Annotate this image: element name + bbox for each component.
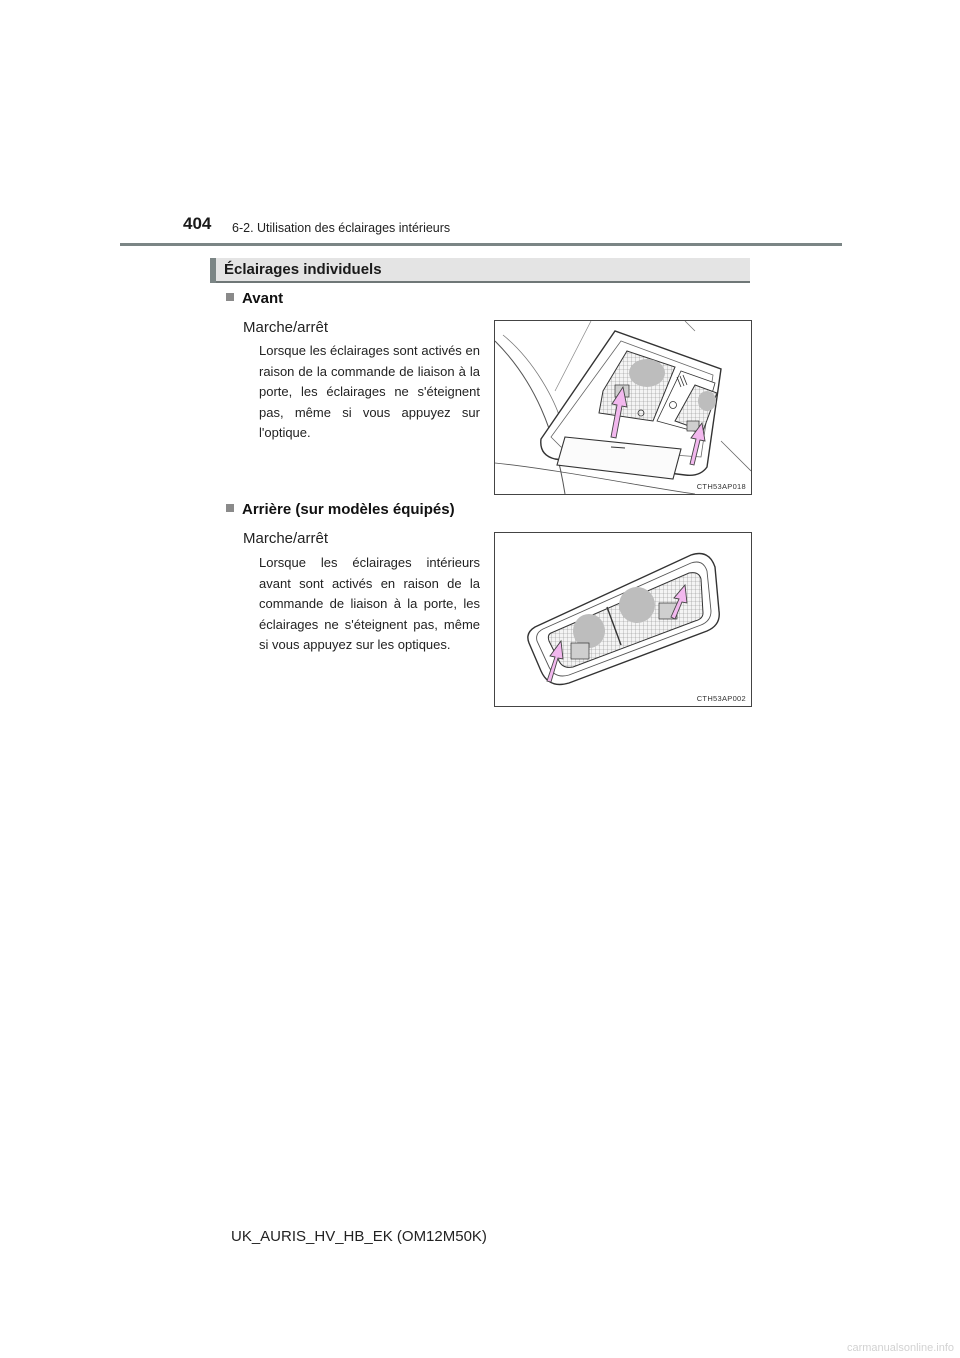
front-heading <box>226 290 283 307</box>
section-accent <box>210 258 216 283</box>
front-action-label: Marche/arrêt <box>243 319 329 336</box>
rear-action-label: Marche/arrêt <box>243 530 329 547</box>
rear-heading <box>226 501 455 518</box>
front-lamp-figure <box>494 320 752 495</box>
front-description: Lorsque les éclairages sont activés en raison de la commande de liaison à la porte, les éclairages ne s'éteignent pas, même si vous appuyez sur l'optique. <box>259 343 480 440</box>
front-figure-code: CTH53AP018 <box>696 482 746 491</box>
rear-figure-code: CTH53AP002 <box>696 694 746 703</box>
watermark: carmanualsonline.info <box>846 1342 954 1354</box>
section-title-bar <box>210 258 750 283</box>
footer-model-code: UK_AURIS_HV_HB_EK (OM12M50K) <box>231 1228 487 1245</box>
breadcrumb: 6-2. Utilisation des éclairages intérieurs <box>232 221 451 235</box>
page-number: 404 <box>183 214 212 233</box>
square-bullet-icon <box>226 293 234 301</box>
rear-lamp-illustration <box>495 533 751 706</box>
header-rule <box>120 243 842 246</box>
front-lamp-illustration <box>495 321 751 494</box>
rear-heading-text: Arrière (sur modèles équipés) <box>242 501 455 518</box>
section-title: Éclairages individuels <box>224 261 382 278</box>
front-heading-text: Avant <box>242 290 284 307</box>
square-bullet-icon <box>226 504 234 512</box>
rear-description: Lorsque les éclairages intérieurs avant sont activés en raison de la commande de liaison à la porte, les éclairages ne s'éteignent pas, même si vous appuyez sur les optiques. <box>259 555 480 652</box>
rear-lamp-figure <box>494 532 752 707</box>
